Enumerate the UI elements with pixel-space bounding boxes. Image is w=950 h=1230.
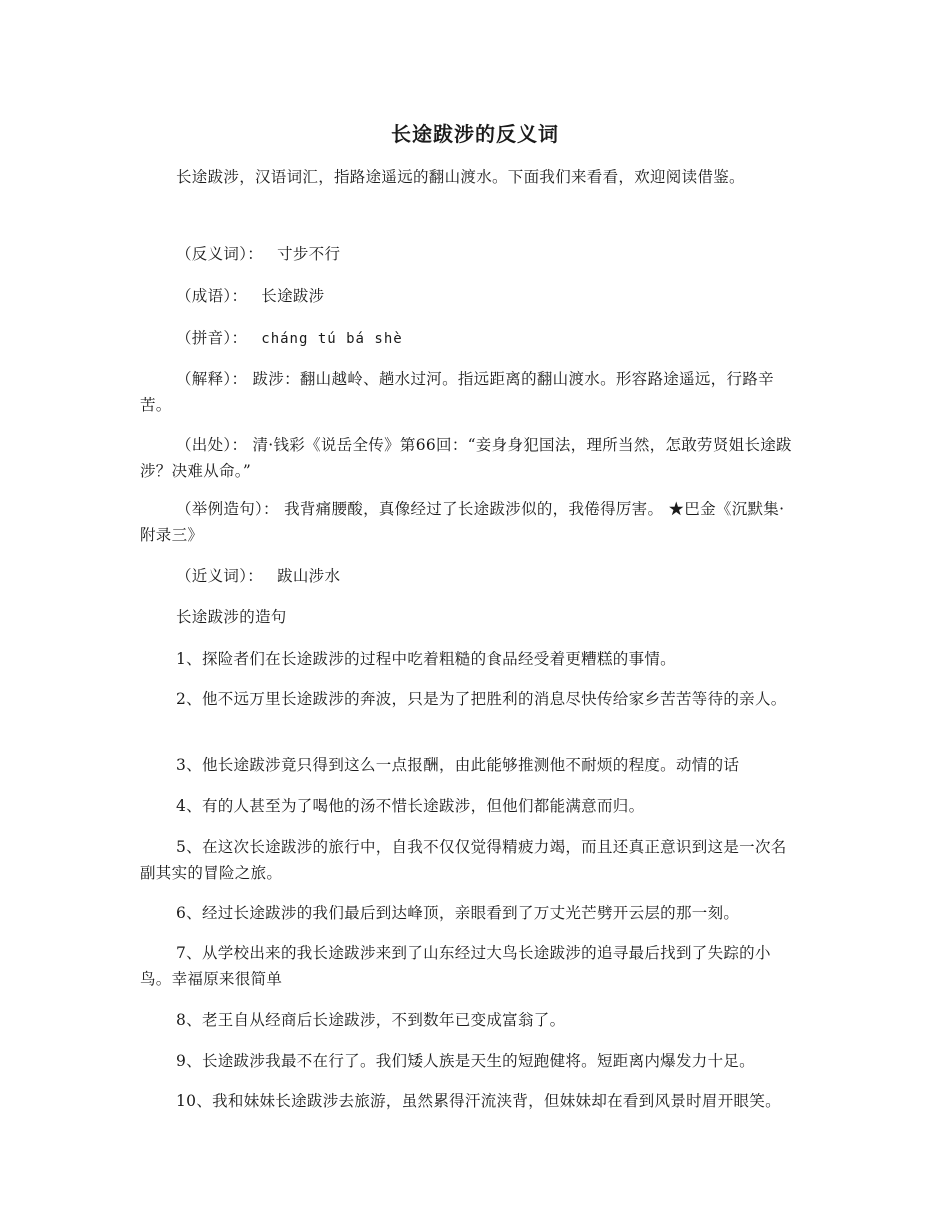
antonym-value: 寸步不行 xyxy=(277,245,341,263)
sentence-item: 1、探险者们在长途跋涉的过程中吃着粗糙的食品经受着更糟糕的事情。 xyxy=(176,650,676,668)
sentences-heading: 长途跋涉的造句 xyxy=(176,608,287,626)
explanation-paragraph: （解释）： 跋涉：翻山越岭、趟水过河。指远距离的翻山渡水。形容路途遥远，行路辛苦。 xyxy=(140,370,774,414)
sentence-item: 5、在这次长途跋涉的旅行中，自我不仅仅觉得精疲力竭，而且还真正意识到这是一次名副其实的冒险之旅。 xyxy=(140,838,787,882)
idiom-label: （成语）： xyxy=(176,287,248,305)
pinyin-label: （拼音）： xyxy=(176,329,248,347)
sentence-item: 8、老王自从经商后长途跋涉，不到数年已变成富翁了。 xyxy=(176,1011,566,1029)
example-paragraph: （举例造句）： 我背痛腰酸，真像经过了长途跋涉似的，我倦得厉害。 ★巴金《沉默集·附录三》 xyxy=(140,500,785,544)
document-title: 长途跋涉的反义词 xyxy=(391,122,559,146)
synonym-row xyxy=(176,563,340,589)
intro-paragraph: 长途跋涉，汉语词汇，指路途遥远的翻山渡水。下面我们来看看，欢迎阅读借鉴。 xyxy=(176,168,745,186)
sentence-item: 3、他长途跋涉竟只得到这么一点报酬，由此能够推测他不耐烦的程度。动情的话 xyxy=(176,756,740,774)
source-paragraph: （出处）： 清·钱彩《说岳全传》第66回：“妾身身犯国法，理所当然，怎敢劳贤姐长途跋涉？决难从命。” xyxy=(140,436,792,480)
pinyin-value: cháng tú bá shè xyxy=(261,331,403,347)
sentence-item: 4、有的人甚至为了喝他的汤不惜长途跋涉，但他们都能满意而归。 xyxy=(176,797,645,815)
pinyin-row xyxy=(176,325,403,352)
sentence-item: 10、我和妹妹长途跋涉去旅游，虽然累得汗流浃背，但妹妹却在看到风景时眉开眼笑。 xyxy=(176,1092,781,1110)
antonym-label: （反义词）： xyxy=(176,245,264,263)
sentence-item: 7、从学校出来的我长途跋涉来到了山东经过大鸟长途跋涉的追寻最后找到了失踪的小鸟。幸福原来很简单 xyxy=(140,944,771,988)
antonym-row xyxy=(176,241,340,267)
idiom-value: 长途跋涉 xyxy=(261,287,325,305)
synonym-value: 跋山涉水 xyxy=(277,567,341,585)
synonym-label: （近义词）： xyxy=(176,567,264,585)
idiom-row xyxy=(176,283,324,309)
sentence-item: 2、他不远万里长途跋涉的奔波，只是为了把胜利的消息尽快传给家乡苦苦等待的亲人。 xyxy=(176,690,787,708)
sentence-item: 6、经过长途跋涉的我们最后到达峰顶，亲眼看到了万丈光芒劈开云层的那一刻。 xyxy=(176,904,740,922)
sentence-item: 9、长途跋涉我最不在行了。我们矮人族是天生的短跑健将。短距离内爆发力十足。 xyxy=(176,1052,755,1070)
